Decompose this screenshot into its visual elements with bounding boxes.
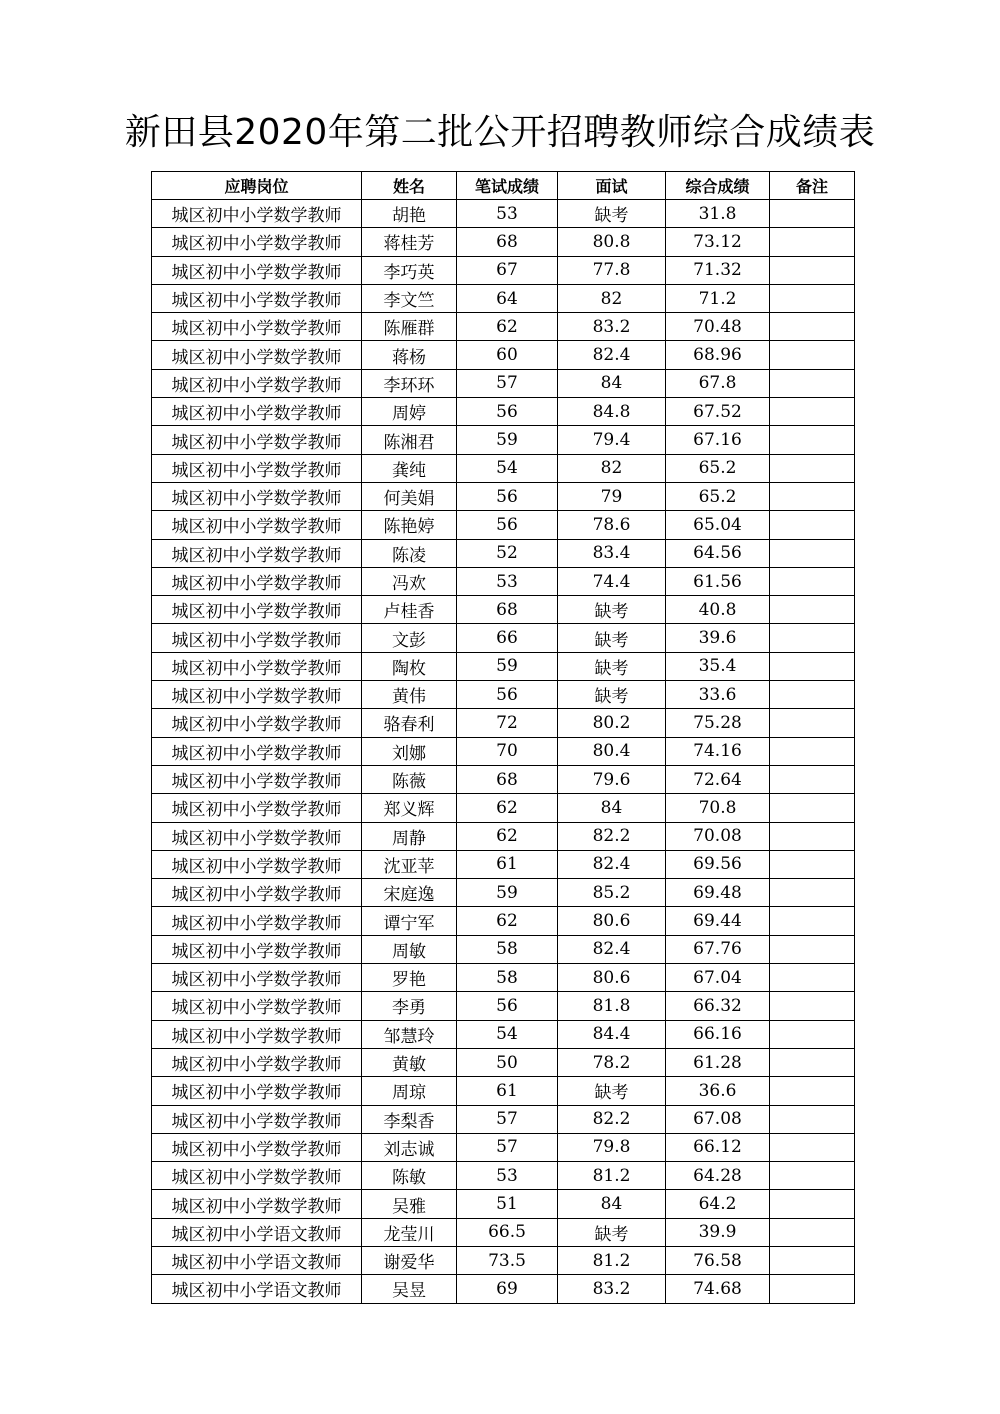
cell-position: 城区初中小学数学教师	[152, 1048, 362, 1076]
cell-total-score: 67.08	[666, 1105, 770, 1133]
cell-notes	[770, 454, 855, 482]
cell-position: 城区初中小学数学教师	[152, 313, 362, 341]
table-row	[152, 284, 855, 312]
cell-written-score: 64	[457, 284, 558, 312]
cell-total-score: 70.8	[666, 794, 770, 822]
cell-position: 城区初中小学数学教师	[152, 1077, 362, 1105]
cell-written-score: 67	[457, 256, 558, 284]
cell-name: 黄伟	[362, 681, 457, 709]
cell-written-score: 68	[457, 596, 558, 624]
cell-position: 城区初中小学数学教师	[152, 341, 362, 369]
cell-name: 李梨香	[362, 1105, 457, 1133]
cell-notes	[770, 482, 855, 510]
cell-interview: 缺考	[558, 624, 666, 652]
cell-total-score: 61.56	[666, 567, 770, 595]
cell-total-score: 76.58	[666, 1246, 770, 1274]
table-body	[152, 200, 855, 1304]
cell-written-score: 73.5	[457, 1246, 558, 1274]
cell-total-score: 61.28	[666, 1048, 770, 1076]
cell-interview: 83.4	[558, 539, 666, 567]
table-row	[152, 737, 855, 765]
table-row	[152, 1105, 855, 1133]
cell-position: 城区初中小学数学教师	[152, 284, 362, 312]
cell-position: 城区初中小学数学教师	[152, 539, 362, 567]
cell-notes	[770, 369, 855, 397]
table-row	[152, 596, 855, 624]
cell-total-score: 68.96	[666, 341, 770, 369]
cell-written-score: 62	[457, 822, 558, 850]
cell-written-score: 57	[457, 1133, 558, 1161]
cell-interview: 81.2	[558, 1246, 666, 1274]
table-row	[152, 850, 855, 878]
cell-position: 城区初中小学数学教师	[152, 624, 362, 652]
table-row	[152, 1190, 855, 1218]
cell-name: 蒋桂芳	[362, 228, 457, 256]
cell-name: 李文竺	[362, 284, 457, 312]
table-row	[152, 1133, 855, 1161]
cell-interview: 缺考	[558, 681, 666, 709]
cell-notes	[770, 624, 855, 652]
cell-notes	[770, 200, 855, 228]
cell-written-score: 56	[457, 482, 558, 510]
cell-interview: 79.4	[558, 426, 666, 454]
cell-notes	[770, 284, 855, 312]
cell-notes	[770, 794, 855, 822]
table-row	[152, 313, 855, 341]
cell-interview: 84.8	[558, 398, 666, 426]
cell-notes	[770, 737, 855, 765]
cell-written-score: 51	[457, 1190, 558, 1218]
cell-written-score: 61	[457, 1077, 558, 1105]
cell-total-score: 74.68	[666, 1275, 770, 1303]
table-row	[152, 992, 855, 1020]
cell-interview: 79	[558, 482, 666, 510]
cell-written-score: 59	[457, 426, 558, 454]
cell-written-score: 53	[457, 200, 558, 228]
cell-total-score: 74.16	[666, 737, 770, 765]
cell-interview: 82.2	[558, 1105, 666, 1133]
cell-interview: 82.2	[558, 822, 666, 850]
cell-written-score: 56	[457, 398, 558, 426]
cell-name: 周婷	[362, 398, 457, 426]
header-total-score: 综合成绩	[666, 172, 770, 200]
cell-interview: 80.6	[558, 964, 666, 992]
cell-name: 郑义辉	[362, 794, 457, 822]
cell-notes	[770, 596, 855, 624]
cell-position: 城区初中小学数学教师	[152, 1162, 362, 1190]
cell-written-score: 66.5	[457, 1218, 558, 1246]
cell-name: 周静	[362, 822, 457, 850]
header-written-score: 笔试成绩	[457, 172, 558, 200]
cell-written-score: 60	[457, 341, 558, 369]
cell-interview: 80.8	[558, 228, 666, 256]
cell-position: 城区初中小学数学教师	[152, 935, 362, 963]
cell-interview: 84	[558, 1190, 666, 1218]
cell-notes	[770, 1077, 855, 1105]
cell-written-score: 56	[457, 511, 558, 539]
table-row	[152, 681, 855, 709]
header-notes: 备注	[770, 172, 855, 200]
cell-name: 黄敏	[362, 1048, 457, 1076]
cell-total-score: 69.56	[666, 850, 770, 878]
table-row	[152, 426, 855, 454]
cell-position: 城区初中小学数学教师	[152, 1133, 362, 1161]
cell-position: 城区初中小学数学教师	[152, 511, 362, 539]
cell-position: 城区初中小学语文教师	[152, 1218, 362, 1246]
cell-total-score: 65.2	[666, 482, 770, 510]
cell-position: 城区初中小学数学教师	[152, 794, 362, 822]
cell-position: 城区初中小学数学教师	[152, 1020, 362, 1048]
cell-total-score: 39.6	[666, 624, 770, 652]
cell-name: 骆春利	[362, 709, 457, 737]
cell-name: 蒋杨	[362, 341, 457, 369]
cell-position: 城区初中小学数学教师	[152, 1105, 362, 1133]
cell-total-score: 69.48	[666, 879, 770, 907]
table-row	[152, 652, 855, 680]
table-row	[152, 794, 855, 822]
cell-name: 李勇	[362, 992, 457, 1020]
cell-notes	[770, 992, 855, 1020]
cell-interview: 78.2	[558, 1048, 666, 1076]
cell-interview: 缺考	[558, 596, 666, 624]
table-row	[152, 879, 855, 907]
cell-notes	[770, 1190, 855, 1218]
cell-notes	[770, 1162, 855, 1190]
cell-total-score: 40.8	[666, 596, 770, 624]
cell-written-score: 69	[457, 1275, 558, 1303]
cell-position: 城区初中小学数学教师	[152, 482, 362, 510]
cell-position: 城区初中小学数学教师	[152, 1190, 362, 1218]
cell-notes	[770, 426, 855, 454]
cell-position: 城区初中小学数学教师	[152, 652, 362, 680]
header-name: 姓名	[362, 172, 457, 200]
cell-name: 谭宁军	[362, 907, 457, 935]
cell-total-score: 66.16	[666, 1020, 770, 1048]
cell-position: 城区初中小学语文教师	[152, 1275, 362, 1303]
cell-total-score: 70.08	[666, 822, 770, 850]
cell-position: 城区初中小学数学教师	[152, 992, 362, 1020]
cell-written-score: 62	[457, 313, 558, 341]
table-row	[152, 1020, 855, 1048]
cell-interview: 84	[558, 794, 666, 822]
cell-name: 陈凌	[362, 539, 457, 567]
cell-name: 周敏	[362, 935, 457, 963]
cell-total-score: 66.12	[666, 1133, 770, 1161]
cell-total-score: 36.6	[666, 1077, 770, 1105]
cell-interview: 82.4	[558, 341, 666, 369]
cell-position: 城区初中小学数学教师	[152, 567, 362, 595]
cell-interview: 78.6	[558, 511, 666, 539]
cell-written-score: 57	[457, 369, 558, 397]
cell-name: 陈雁群	[362, 313, 457, 341]
cell-total-score: 71.32	[666, 256, 770, 284]
cell-position: 城区初中小学数学教师	[152, 822, 362, 850]
cell-written-score: 59	[457, 879, 558, 907]
cell-notes	[770, 1133, 855, 1161]
table-row	[152, 1048, 855, 1076]
cell-notes	[770, 681, 855, 709]
table-header-row	[152, 172, 855, 200]
cell-name: 龙莹川	[362, 1218, 457, 1246]
header-interview: 面试	[558, 172, 666, 200]
table-row	[152, 765, 855, 793]
cell-written-score: 53	[457, 567, 558, 595]
cell-position: 城区初中小学数学教师	[152, 879, 362, 907]
cell-total-score: 65.04	[666, 511, 770, 539]
cell-name: 吴雅	[362, 1190, 457, 1218]
cell-notes	[770, 567, 855, 595]
cell-notes	[770, 511, 855, 539]
cell-written-score: 56	[457, 681, 558, 709]
cell-name: 罗艳	[362, 964, 457, 992]
cell-total-score: 75.28	[666, 709, 770, 737]
cell-interview: 82	[558, 284, 666, 312]
table-row	[152, 228, 855, 256]
cell-position: 城区初中小学数学教师	[152, 369, 362, 397]
scores-table	[151, 171, 855, 1304]
cell-interview: 缺考	[558, 1077, 666, 1105]
cell-position: 城区初中小学数学教师	[152, 596, 362, 624]
cell-notes	[770, 1105, 855, 1133]
cell-name: 陈艳婷	[362, 511, 457, 539]
cell-interview: 74.4	[558, 567, 666, 595]
cell-position: 城区初中小学数学教师	[152, 850, 362, 878]
cell-total-score: 67.52	[666, 398, 770, 426]
cell-written-score: 54	[457, 1020, 558, 1048]
cell-written-score: 68	[457, 228, 558, 256]
table-row	[152, 398, 855, 426]
table-row	[152, 1077, 855, 1105]
cell-notes	[770, 1275, 855, 1303]
cell-name: 李巧英	[362, 256, 457, 284]
cell-total-score: 67.04	[666, 964, 770, 992]
table-row	[152, 256, 855, 284]
document-title: 新田县2020年第二批公开招聘教师综合成绩表	[124, 112, 876, 153]
cell-position: 城区初中小学数学教师	[152, 398, 362, 426]
table-row	[152, 369, 855, 397]
cell-position: 城区初中小学数学教师	[152, 426, 362, 454]
cell-interview: 83.2	[558, 1275, 666, 1303]
cell-written-score: 52	[457, 539, 558, 567]
cell-position: 城区初中小学数学教师	[152, 256, 362, 284]
table-row	[152, 709, 855, 737]
cell-interview: 79.8	[558, 1133, 666, 1161]
cell-notes	[770, 765, 855, 793]
cell-interview: 82.4	[558, 935, 666, 963]
cell-notes	[770, 256, 855, 284]
cell-interview: 80.4	[558, 737, 666, 765]
cell-written-score: 72	[457, 709, 558, 737]
cell-interview: 82.4	[558, 850, 666, 878]
cell-name: 吴昱	[362, 1275, 457, 1303]
cell-position: 城区初中小学数学教师	[152, 228, 362, 256]
cell-total-score: 67.8	[666, 369, 770, 397]
cell-name: 陈薇	[362, 765, 457, 793]
cell-total-score: 64.2	[666, 1190, 770, 1218]
cell-total-score: 67.76	[666, 935, 770, 963]
table-row	[152, 511, 855, 539]
cell-notes	[770, 228, 855, 256]
cell-name: 胡艳	[362, 200, 457, 228]
cell-interview: 84	[558, 369, 666, 397]
cell-notes	[770, 964, 855, 992]
cell-written-score: 68	[457, 765, 558, 793]
cell-name: 陶枚	[362, 652, 457, 680]
table-row	[152, 964, 855, 992]
cell-interview: 84.4	[558, 1020, 666, 1048]
cell-position: 城区初中小学数学教师	[152, 200, 362, 228]
table-row	[152, 1275, 855, 1303]
cell-written-score: 58	[457, 935, 558, 963]
cell-interview: 81.8	[558, 992, 666, 1020]
cell-position: 城区初中小学数学教师	[152, 737, 362, 765]
cell-total-score: 39.9	[666, 1218, 770, 1246]
cell-total-score: 66.32	[666, 992, 770, 1020]
table-row	[152, 454, 855, 482]
cell-written-score: 70	[457, 737, 558, 765]
cell-written-score: 50	[457, 1048, 558, 1076]
cell-position: 城区初中小学语文教师	[152, 1246, 362, 1274]
cell-notes	[770, 341, 855, 369]
cell-notes	[770, 398, 855, 426]
cell-name: 冯欢	[362, 567, 457, 595]
cell-notes	[770, 907, 855, 935]
cell-written-score: 66	[457, 624, 558, 652]
cell-notes	[770, 1048, 855, 1076]
cell-total-score: 64.56	[666, 539, 770, 567]
cell-name: 邹慧玲	[362, 1020, 457, 1048]
cell-interview: 80.2	[558, 709, 666, 737]
cell-total-score: 69.44	[666, 907, 770, 935]
cell-name: 陈敏	[362, 1162, 457, 1190]
cell-total-score: 33.6	[666, 681, 770, 709]
table-row	[152, 200, 855, 228]
cell-name: 谢爱华	[362, 1246, 457, 1274]
table-row	[152, 1218, 855, 1246]
table-row	[152, 907, 855, 935]
cell-name: 卢桂香	[362, 596, 457, 624]
cell-name: 何美娟	[362, 482, 457, 510]
cell-total-score: 71.2	[666, 284, 770, 312]
cell-name: 龚纯	[362, 454, 457, 482]
cell-interview: 83.2	[558, 313, 666, 341]
cell-written-score: 53	[457, 1162, 558, 1190]
cell-name: 陈湘君	[362, 426, 457, 454]
table-row	[152, 482, 855, 510]
cell-total-score: 70.48	[666, 313, 770, 341]
cell-name: 刘志诚	[362, 1133, 457, 1161]
cell-notes	[770, 652, 855, 680]
cell-position: 城区初中小学数学教师	[152, 907, 362, 935]
table-row	[152, 341, 855, 369]
cell-position: 城区初中小学数学教师	[152, 454, 362, 482]
table-row	[152, 1246, 855, 1274]
cell-notes	[770, 935, 855, 963]
table-row	[152, 935, 855, 963]
cell-notes	[770, 313, 855, 341]
cell-interview: 81.2	[558, 1162, 666, 1190]
cell-total-score: 67.16	[666, 426, 770, 454]
cell-total-score: 65.2	[666, 454, 770, 482]
cell-name: 李环环	[362, 369, 457, 397]
cell-notes	[770, 1246, 855, 1274]
cell-notes	[770, 822, 855, 850]
cell-interview: 79.6	[558, 765, 666, 793]
cell-name: 刘娜	[362, 737, 457, 765]
cell-notes	[770, 709, 855, 737]
cell-position: 城区初中小学数学教师	[152, 964, 362, 992]
cell-written-score: 59	[457, 652, 558, 680]
cell-notes	[770, 1218, 855, 1246]
table-row	[152, 624, 855, 652]
cell-total-score: 73.12	[666, 228, 770, 256]
cell-interview: 77.8	[558, 256, 666, 284]
cell-notes	[770, 879, 855, 907]
table-row	[152, 567, 855, 595]
cell-notes	[770, 850, 855, 878]
cell-written-score: 62	[457, 794, 558, 822]
cell-total-score: 35.4	[666, 652, 770, 680]
cell-interview: 85.2	[558, 879, 666, 907]
cell-name: 沈亚苹	[362, 850, 457, 878]
cell-interview: 缺考	[558, 1218, 666, 1246]
cell-notes	[770, 539, 855, 567]
cell-interview: 缺考	[558, 200, 666, 228]
cell-written-score: 56	[457, 992, 558, 1020]
cell-position: 城区初中小学数学教师	[152, 681, 362, 709]
cell-name: 宋庭逸	[362, 879, 457, 907]
cell-total-score: 64.28	[666, 1162, 770, 1190]
cell-interview: 82	[558, 454, 666, 482]
table-row	[152, 539, 855, 567]
cell-total-score: 31.8	[666, 200, 770, 228]
table-row	[152, 822, 855, 850]
cell-written-score: 61	[457, 850, 558, 878]
cell-written-score: 58	[457, 964, 558, 992]
header-position: 应聘岗位	[152, 172, 362, 200]
cell-total-score: 72.64	[666, 765, 770, 793]
cell-written-score: 57	[457, 1105, 558, 1133]
table-row	[152, 1162, 855, 1190]
cell-interview: 80.6	[558, 907, 666, 935]
cell-name: 周琼	[362, 1077, 457, 1105]
cell-position: 城区初中小学数学教师	[152, 765, 362, 793]
cell-written-score: 54	[457, 454, 558, 482]
cell-notes	[770, 1020, 855, 1048]
cell-position: 城区初中小学数学教师	[152, 709, 362, 737]
cell-name: 文彭	[362, 624, 457, 652]
cell-interview: 缺考	[558, 652, 666, 680]
cell-written-score: 62	[457, 907, 558, 935]
